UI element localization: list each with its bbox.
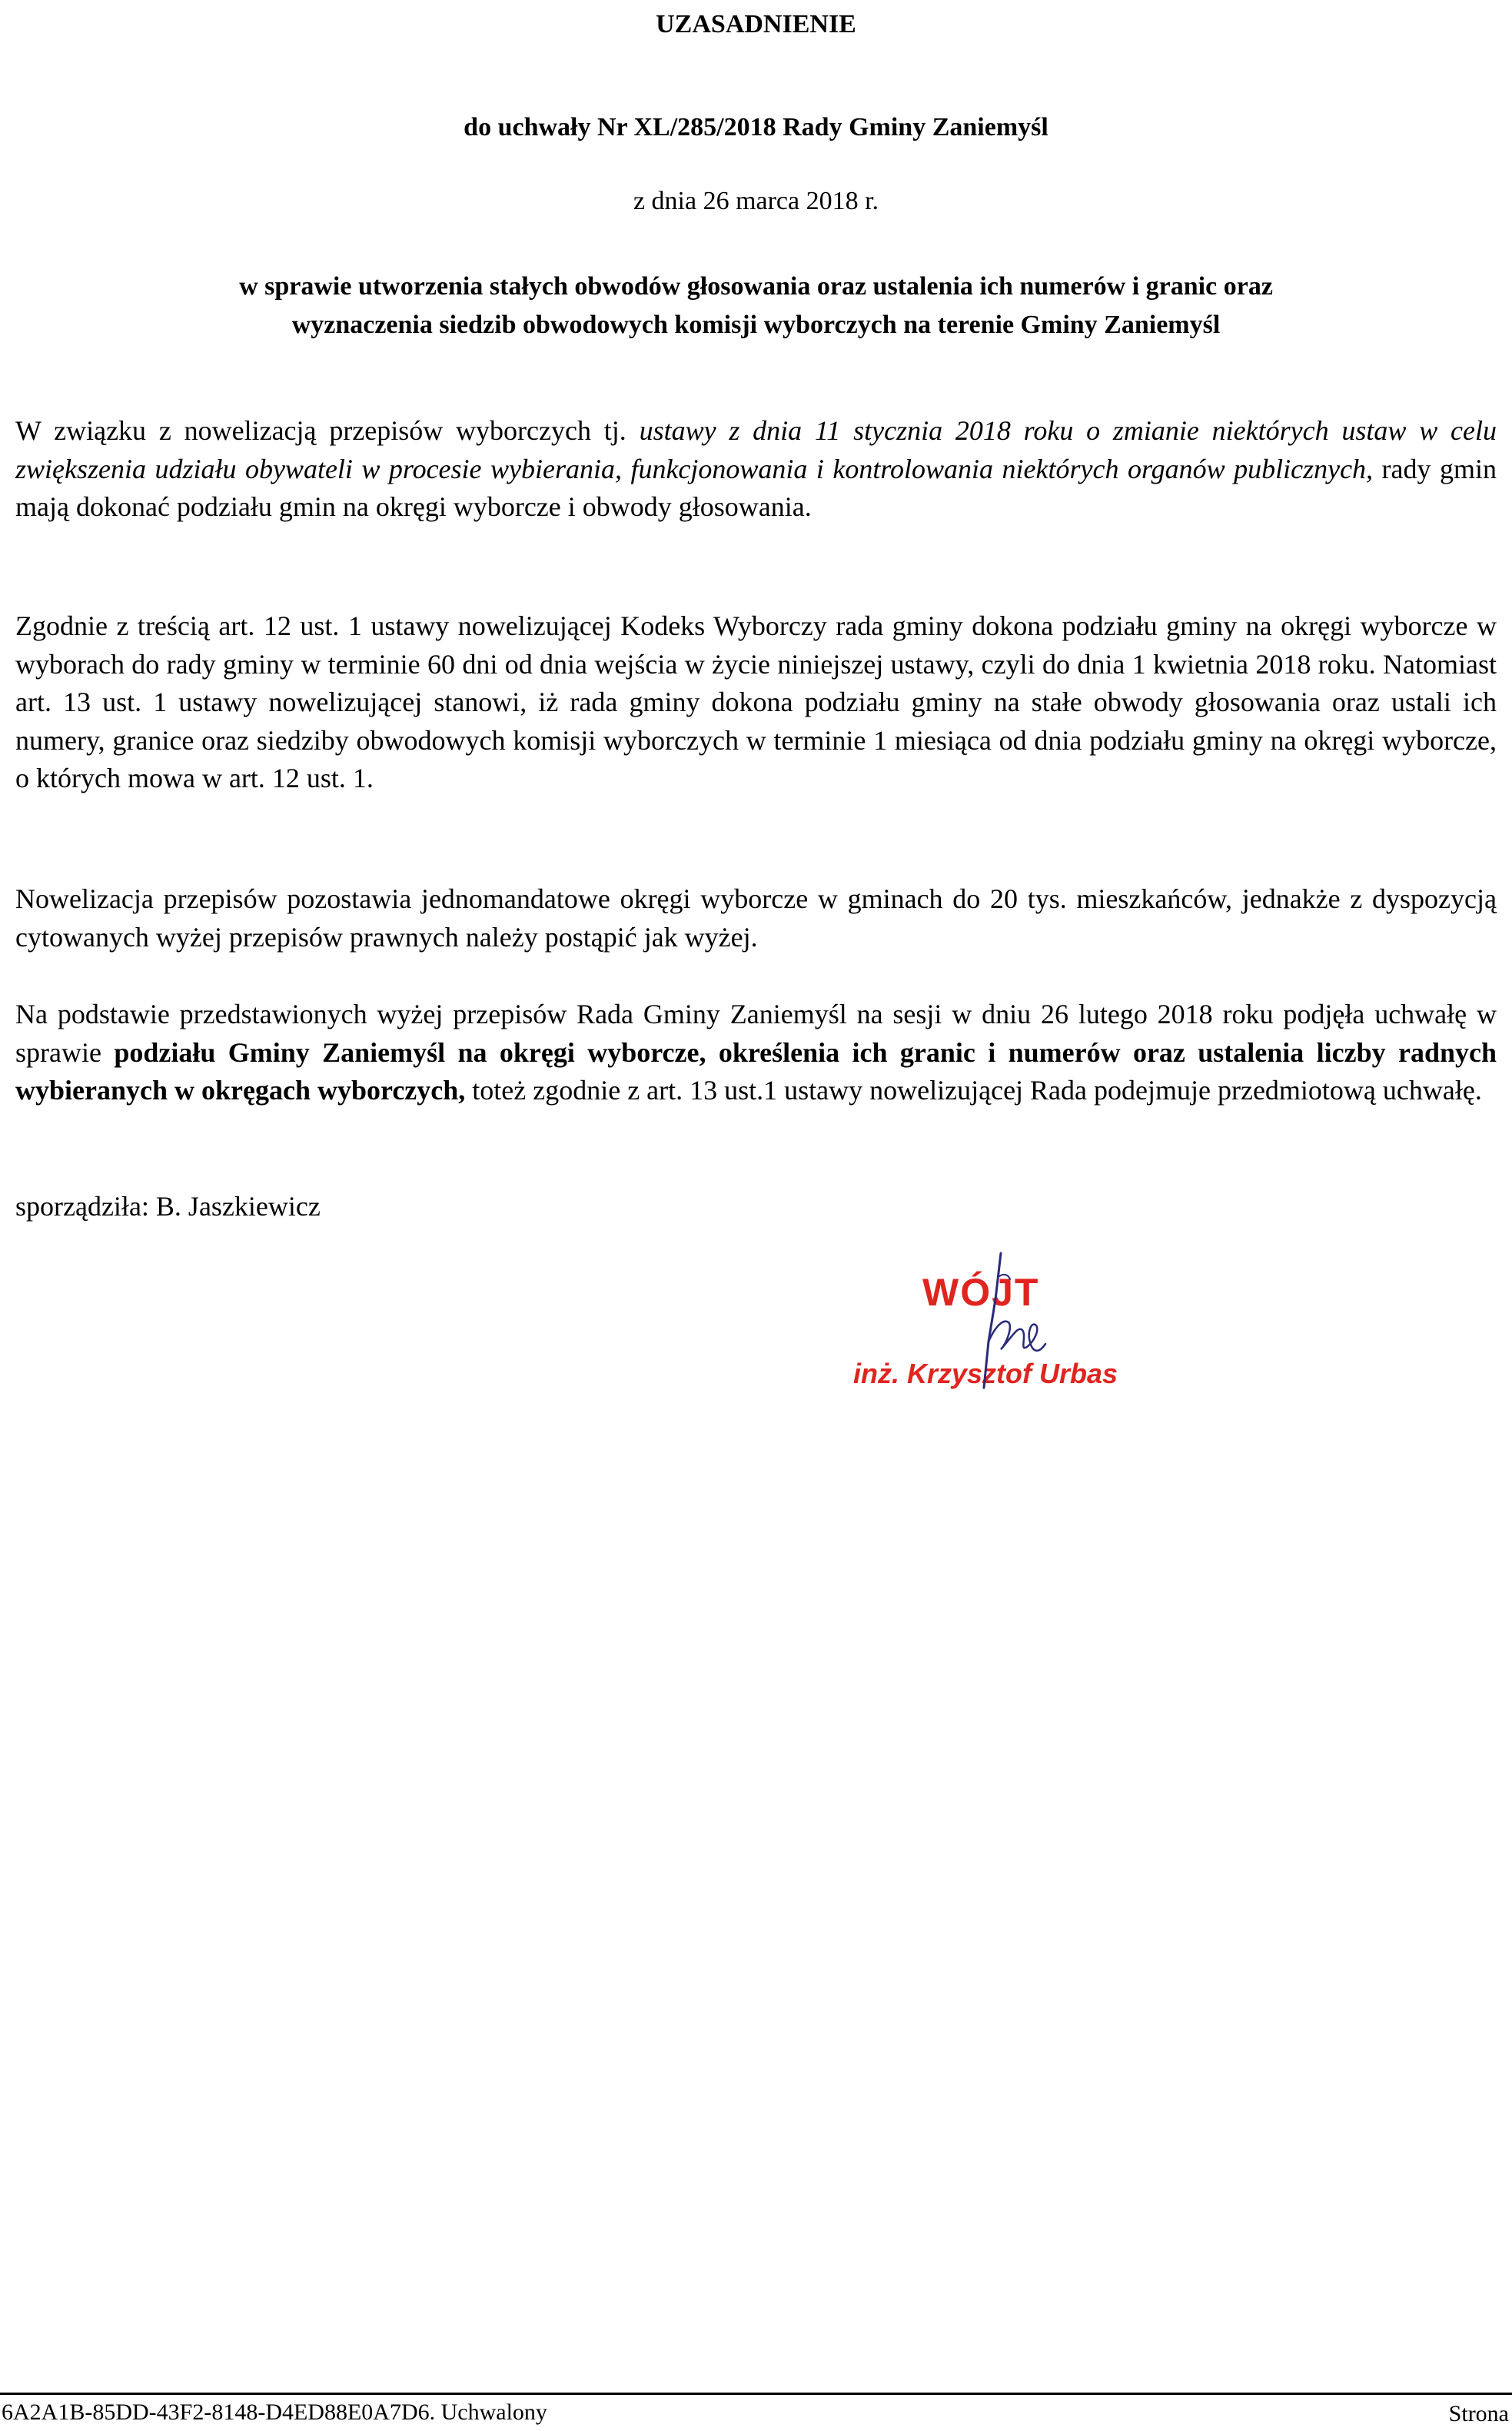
paragraph-1 [15,412,1497,527]
signature-stamp [838,1245,1145,1415]
paragraph-1-italic: ustawy z dnia 11 stycznia 2018 roku o zmianie niektórych ustaw w celu zwiększenia udziału obywateli w procesie wybierania, funkcjonowania i kontrolowania niektórych organów publicznych, [15,415,1497,484]
document-title: UZASADNIENIE [656,10,856,38]
paragraph-4-start: Na podstawie przedstawionych wyżej przepisów Rada Gminy Zaniemyśl na sesji w dniu 26 lutego 2018 roku podjęła uchwałę w sprawie [15,999,1497,1068]
paragraph-2: Zgodnie z treścią art. 12 ust. 1 ustawy nowelizującej Kodeks Wyborczy rada gminy dokona podziału gminy na okręgi wyborcze w wyborach do rady gminy w terminie 60 dni od dnia wejścia w życie niniejszej ustawy, czyli do dnia 1 kwietnia 2018 roku. Natomiast art. 13 ust. 1 ustawy nowelizującej stanowi, iż rada gminy dokona podziału gminy na stałe obwody głosowania oraz ustali ich numery, granice oraz siedziby obwodowych komisji wyborczych w terminie 1 miesiąca od dnia podziału gminy na okręgi wyborcze, o których mowa w art. 12 ust. 1. [15,610,1497,793]
stamp-title: WÓJT [922,1271,1040,1314]
paragraph-4 [15,996,1497,1110]
resolution-date: z dnia 26 marca 2018 r. [633,187,879,215]
resolution-subject [0,268,1512,344]
paragraph-3: Nowelizacja przepisów pozostawia jednomandatowe okręgi wyborcze w gminach do 20 tys. mieszkańców, jednakże z dyspozycją cytowanych wyżej przepisów prawnych należy postąpić jak wyżej. [15,883,1497,953]
paragraph-4-end: toteż zgodnie z art. 13 ust.1 ustawy nowelizującej Rada podejmuje przedmiotową uchwałę. [465,1075,1482,1106]
footer-document-id: 6A2A1B-85DD-43F2-8148-D4ED88E0A7D6. Uchwalony [2,2399,547,2425]
resolution-subject-line-2: wyznaczenia siedzib obwodowych komisji wyborczych na terenie Gminy Zaniemyśl [291,311,1221,339]
resolution-reference: do uchwały Nr XL/285/2018 Rady Gminy Zaniemyśl [464,113,1048,141]
paragraph-4-bold: podziału Gminy Zaniemyśl na okręgi wyborcze, określenia ich granic i numerów oraz ustalenia liczby radnych wybieranych w okręgach wyborczych, [15,1036,1497,1106]
paragraph-1-start: W związku z nowelizacją przepisów wyborczych tj. [15,415,640,446]
resolution-subject-line-1: w sprawie utworzenia stałych obwodów głosowania oraz ustalenia ich numerów i granic oraz [239,272,1273,301]
paragraph-1-end: rady gmin mają dokonać podziału gmin na okręgi wyborcze i obwody głosowania. [15,453,1497,522]
stamp-name: inż. Krzysztof Urbas [853,1358,1118,1389]
footer-page-label: Strona [1448,2401,1509,2426]
footer-divider [0,2393,1512,2395]
prepared-by: sporządziła: B. Jaszkiewicz [15,1191,321,1222]
handwritten-signature [838,1245,1145,1415]
